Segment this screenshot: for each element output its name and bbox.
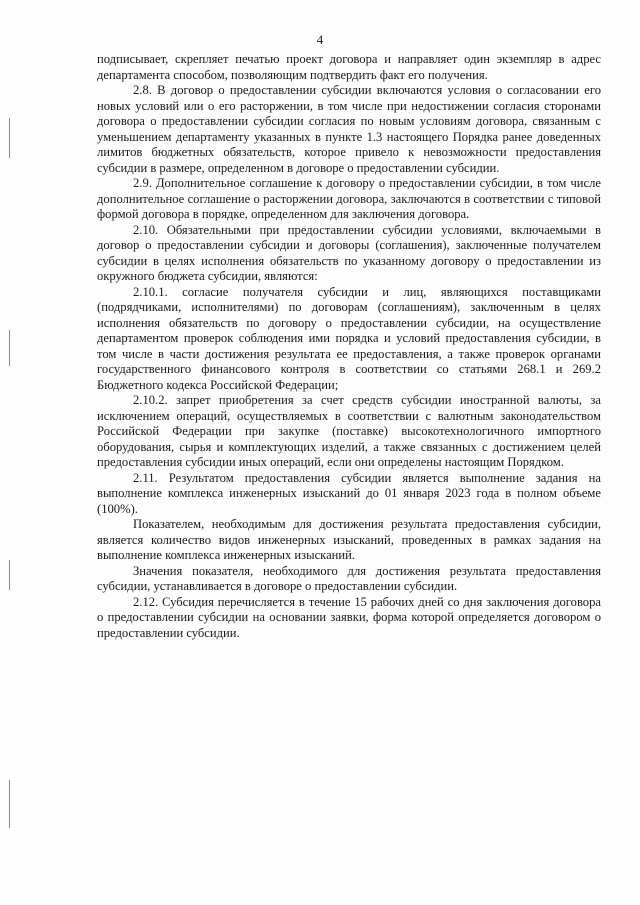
paragraph-2-9: 2.9. Дополнительное соглашение к договору о предоставлении субсидии, в том числе дополнительное соглашение о расторжении договора, заключаются в соответствии с типовой формой договора в порядке, определенном для заключения договора. bbox=[97, 176, 601, 221]
paragraph-2-10-1: 2.10.1. согласие получателя субсидии и лиц, являющихся поставщиками (подрядчиками, исполнителями) по договорам (соглашениям), заключенным в целях исполнения обязательств по договору о предоставлении субсидии, на осуществление департаментом проверок соблюдения ими порядка и условий предоставления субсидии, в том числе в части достижения результата ее предоставления, а также проверок органами государственного финансового контроля в соответствии со статьями 268.1 и 269.2 Бюджетного кодекса Российской Федерации; bbox=[97, 284, 601, 392]
scan-margin-line bbox=[9, 330, 10, 366]
paragraph-2-10: 2.10. Обязательными при предоставлении субсидии условиями, включаемыми в договор о предоставлении субсидии и договоры (соглашения), заключенные получателем субсидии в целях исполнения обязательств по указанному договору о предоставлении из окружного бюджета субсидии, являются: bbox=[97, 222, 601, 283]
scan-margin-line bbox=[9, 118, 10, 158]
paragraph-2-11: 2.11. Результатом предоставления субсидии является выполнение задания на выполнение комплекса инженерных изысканий до 01 января 2023 года в полном объеме (100%). bbox=[97, 470, 601, 516]
scan-margin-line bbox=[9, 560, 10, 590]
paragraph-2-10-2: 2.10.2. запрет приобретения за счет средств субсидии иностранной валюты, за исключением операций, осуществляемых в соответствии с валютным законодательством Российской Федерации при закупке (поставке) высокотехнологичного импортного оборудования, сырья и комплектующих изделий, а также связанных с достижением целей предоставления субсидии иных операций, если они определены настоящим Порядком. bbox=[97, 393, 601, 469]
paragraph-2-12: 2.12. Субсидия перечисляется в течение 15 рабочих дней со дня заключения договора о предоставлении субсидии на основании заявки, форма которой определяется договором о предоставлении субсидии. bbox=[97, 594, 601, 640]
paragraph-2-8: 2.8. В договор о предоставлении субсидии включаются условия о согласовании его новых условий или о его расторжении, в том числе при недостижении согласия сторонами договора о предоставлении субсидии согласия по новым условиям договора, связанным с уменьшением департаменту указанных в пункте 1.3 настоящего Порядка ранее доведенных лимитов бюджетных обязательств, которое привело к невозможности предоставления субсидии в размере, определенном в договоре о предоставлении субсидии. bbox=[97, 83, 601, 175]
scan-margin-line bbox=[9, 780, 10, 828]
document-body bbox=[97, 52, 601, 641]
page-number: 4 bbox=[316, 32, 324, 47]
paragraph-indicator: Показателем, необходимым для достижения результата предоставления субсидии, является количество видов инженерных изысканий, проведенных в рамках задания на выполнение комплекса инженерных изысканий. bbox=[97, 517, 601, 562]
paragraph-continuation: подписывает, скрепляет печатью проект договора и направляет один экземпляр в адрес департамента способом, позволяющим подтвердить факт его получения. bbox=[97, 52, 601, 82]
paragraph-indicator-values: Значения показателя, необходимого для достижения результата предоставления субсидии, устанавливается в договоре о предоставлении субсидии. bbox=[97, 563, 601, 593]
